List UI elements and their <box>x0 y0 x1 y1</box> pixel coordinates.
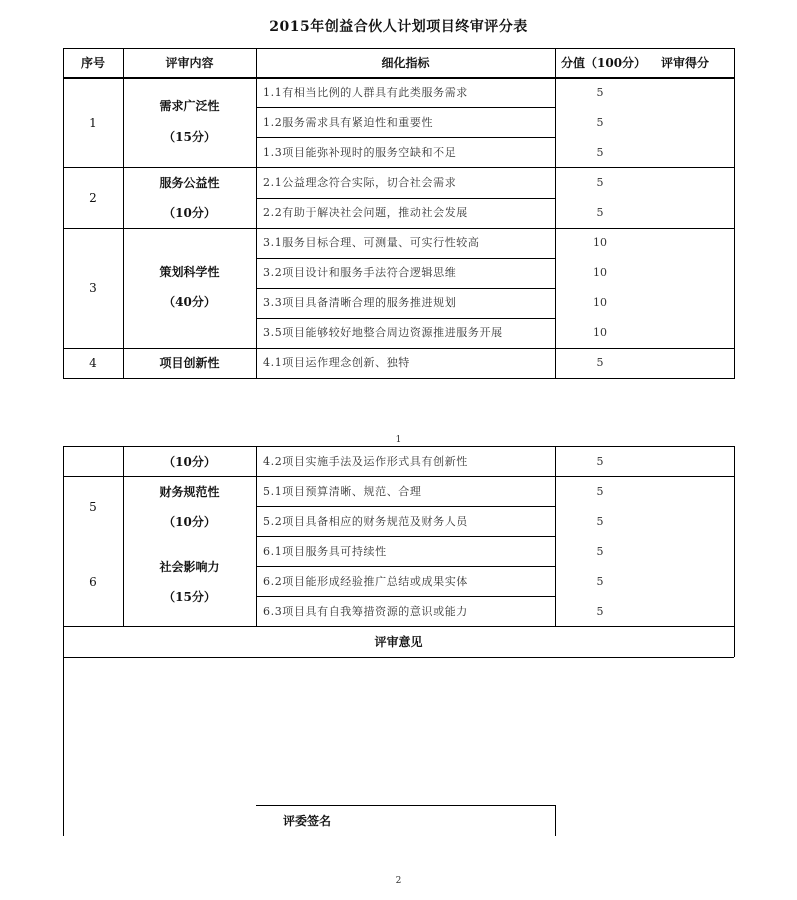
category-name: 财务规范性 <box>159 485 220 499</box>
points-value: 5 <box>596 575 604 588</box>
indicator-item: 1.3项目能弥补现时的服务空缺和不足 <box>263 146 457 159</box>
indicator-item: 4.2项目实施手法及运作形式具有创新性 <box>263 455 468 468</box>
category-name: 社会影响力 <box>159 560 220 574</box>
indicator-item: 6.1项目服务具可持续性 <box>263 545 387 558</box>
category-weight: （15分） <box>163 130 216 144</box>
category-weight: （10分） <box>163 515 216 529</box>
indicator-item: 6.2项目能形成经验推广总结或成果实体 <box>263 575 468 588</box>
page-number: 2 <box>395 876 402 886</box>
group-number: 3 <box>89 281 97 295</box>
points-value: 10 <box>593 236 607 249</box>
category-weight: （10分） <box>163 455 216 469</box>
group-number: 2 <box>89 191 97 205</box>
points-value: 5 <box>596 605 604 618</box>
indicator-item: 3.1服务目标合理、可测量、可实行性较高 <box>263 236 480 249</box>
review-opinion-label: 评审意见 <box>374 635 423 649</box>
header-indicator: 细化指标 <box>381 56 430 70</box>
category-weight: （40分） <box>163 295 216 309</box>
category-weight: （15分） <box>163 590 216 604</box>
points-value: 10 <box>593 296 607 309</box>
points-value: 5 <box>596 515 604 528</box>
header-no: 序号 <box>80 56 105 70</box>
category-name: 需求广泛性 <box>159 99 220 113</box>
points-value: 5 <box>596 176 604 189</box>
indicator-item: 2.1公益理念符合实际，切合社会需求 <box>263 176 457 189</box>
category-name: 服务公益性 <box>159 176 220 190</box>
group-number: 5 <box>89 500 97 514</box>
points-value: 5 <box>596 146 604 159</box>
signature-label: 评委签名 <box>283 814 332 828</box>
indicator-item: 6.3项目具有自我筹措资源的意识或能力 <box>263 605 468 618</box>
indicator-item: 5.2项目具备相应的财务规范及财务人员 <box>263 515 468 528</box>
indicator-item: 1.1有相当比例的人群具有此类服务需求 <box>263 86 468 99</box>
indicator-item: 3.2项目设计和服务手法符合逻辑思维 <box>263 266 457 279</box>
page-number: 1 <box>395 435 402 445</box>
indicator-item: 3.3项目具备清晰合理的服务推进规划 <box>263 296 457 309</box>
indicator-item: 1.2服务需求具有紧迫性和重要性 <box>263 116 434 129</box>
category-name: 策划科学性 <box>159 265 220 279</box>
indicator-item: 3.5项目能够较好地整合周边资源推进服务开展 <box>263 326 503 339</box>
points-value: 10 <box>593 266 607 279</box>
points-value: 5 <box>596 545 604 558</box>
points-value: 5 <box>596 356 604 369</box>
category-weight: （10分） <box>163 206 216 220</box>
group-number: 1 <box>89 116 97 130</box>
points-value: 10 <box>593 326 607 339</box>
indicator-item: 2.2有助于解决社会问题，推动社会发展 <box>263 206 468 219</box>
points-value: 5 <box>596 116 604 129</box>
points-value: 5 <box>596 206 604 219</box>
group-number: 4 <box>89 356 97 370</box>
header-score: 评审得分 <box>661 56 710 70</box>
points-value: 5 <box>596 86 604 99</box>
header-content: 评审内容 <box>165 56 214 70</box>
indicator-item: 4.1项目运作理念创新、独特 <box>263 356 410 369</box>
points-value: 5 <box>596 455 604 468</box>
indicator-item: 5.1项目预算清晰、规范、合理 <box>263 485 422 498</box>
signature-field[interactable] <box>556 806 734 836</box>
category-name: 项目创新性 <box>159 356 220 370</box>
group-number: 6 <box>89 575 97 589</box>
document-title: 2015年创益合伙人计划项目终审评分表 <box>269 19 528 35</box>
review-opinion-area[interactable] <box>64 658 734 804</box>
points-value: 5 <box>596 485 604 498</box>
header-points: 分值（100分） <box>561 56 647 70</box>
